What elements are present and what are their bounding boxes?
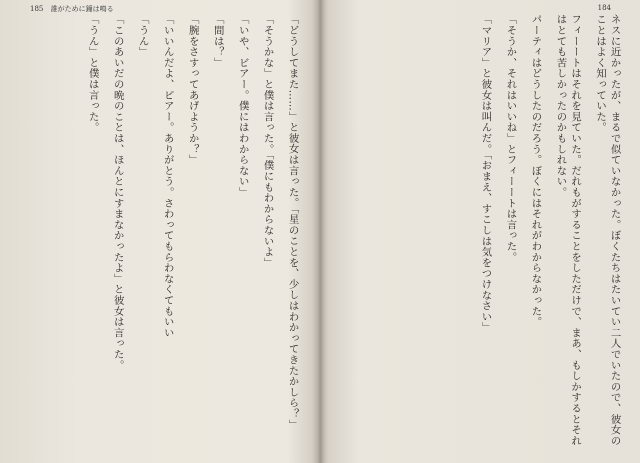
paragraph: ネスに近かったが、まるで似ていなかった。ぼくたちはたいてい二人でいたので、彼女のことはよく知っていた。 [594,14,621,446]
paragraph: 「いや、ビアー。僕にはわからない」 [236,14,249,198]
left-page [0,0,318,463]
left-running-header [30,4,114,14]
paragraph: 「そうかな」と僕は言った。「僕にもわからないよ」 [261,14,274,268]
paragraph: 「このあいだの晩のことは、ほんとにすまなかったよ」と彼女は言った。 [111,14,124,371]
paragraph: 「マリア」と彼女は叫んだ。「おまえ、すこしは気をつけなさい」 [479,14,492,333]
left-page-number: 185 [30,5,44,13]
left-body-text [20,14,310,454]
paragraph: 「どうしてまた……」と彼女は言った。「星のことを、少しはわかってきたかしら？」 [286,14,299,430]
paragraph: 「腕をさすってあげようか？」 [186,14,199,166]
paragraph: 「うん」 [136,14,149,58]
right-page [322,0,640,463]
left-running-title: 誰がために鐘は鳴る [50,5,114,13]
paragraph: フィーートはそれを見ていた。だれもがすることをしただけで、まあ、もしかするとそれはとても苦しかったのかもしれない。 [554,14,582,446]
right-running-header [598,4,616,12]
paragraph: パーティはどうしたのだろう。ぼくにはそれがわからなかった。 [529,14,542,328]
paragraph: 「いいんだよ、ピアー。ありがとう。さわってもらわなくてもいい [161,14,174,338]
paragraph: 「そうか、それはいいね」とフィーートは言った。 [504,14,517,263]
paragraph: 「うん」と僕は言った。 [86,14,99,133]
right-page-number: 184 [597,4,611,12]
paragraph: 「間は？」 [211,14,224,68]
right-body-text [342,14,632,454]
